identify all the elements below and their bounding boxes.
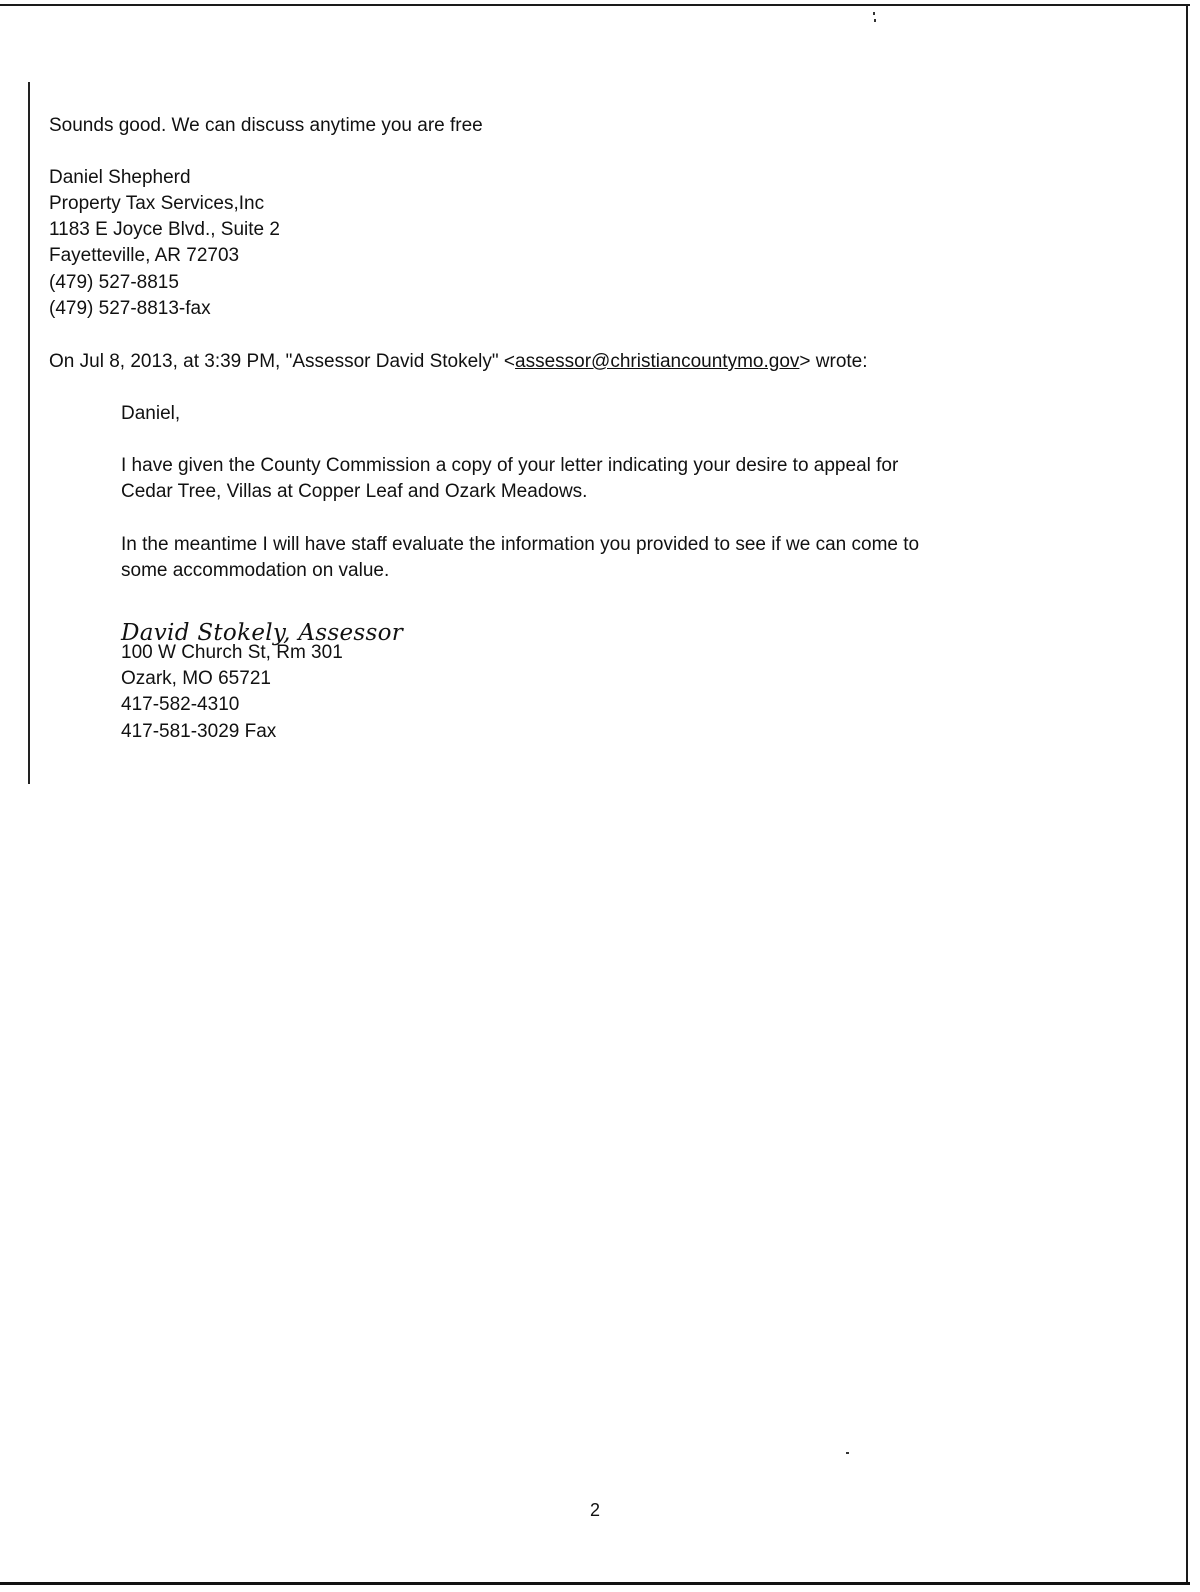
- scan-speck: [873, 12, 875, 15]
- scan-speck: [874, 19, 876, 22]
- page-number: 2: [589, 1500, 600, 1520]
- page-border-right: [1186, 4, 1188, 1584]
- sender-fax: (479) 527-8813-fax: [49, 298, 211, 319]
- quote-header-prefix: On Jul 8, 2013, at 3:39 PM, "Assessor David Stokely" <: [49, 351, 516, 372]
- quoted-paragraph2-line1: In the meantime I will have staff evaluate the information you provided to see if we can come to: [121, 534, 920, 555]
- sender-address-line1: 1183 E Joyce Blvd., Suite 2: [49, 219, 280, 240]
- assessor-fax: 417-581-3029 Fax: [121, 721, 277, 742]
- signature-name: David Stokely, Assessor: [121, 620, 404, 646]
- quote-header-suffix: > wrote:: [799, 351, 868, 372]
- sender-phone: (479) 527-8815: [49, 272, 179, 293]
- quote-header: [49, 349, 868, 375]
- assessor-address-line2: Ozark, MO 65721: [121, 668, 271, 689]
- assessor-address-line1: 100 W Church St, Rm 301: [121, 642, 343, 663]
- assessor-phone: 417-582-4310: [121, 694, 240, 715]
- quoted-paragraph1-line2: Cedar Tree, Villas at Copper Leaf and Ozark Meadows.: [121, 481, 588, 502]
- reply-message: Sounds good. We can discuss anytime you are free: [49, 115, 483, 136]
- assessor-email-link[interactable]: assessor@christiancountymo.gov: [515, 351, 800, 372]
- sender-name: Daniel Shepherd: [49, 167, 191, 188]
- scan-speck: [846, 1452, 849, 1454]
- sender-company: Property Tax Services,Inc: [49, 193, 265, 214]
- quoted-paragraph2-line2: some accommodation on value.: [121, 560, 390, 581]
- quote-bar: [28, 82, 30, 784]
- quoted-paragraph1-line1: I have given the County Commission a copy of your letter indicating your desire to appeal for: [121, 455, 899, 476]
- sender-address-line2: Fayetteville, AR 72703: [49, 245, 240, 266]
- page-border-top: [0, 4, 1190, 6]
- page-border-bottom: [0, 1582, 1190, 1585]
- quoted-greeting: Daniel,: [121, 403, 181, 424]
